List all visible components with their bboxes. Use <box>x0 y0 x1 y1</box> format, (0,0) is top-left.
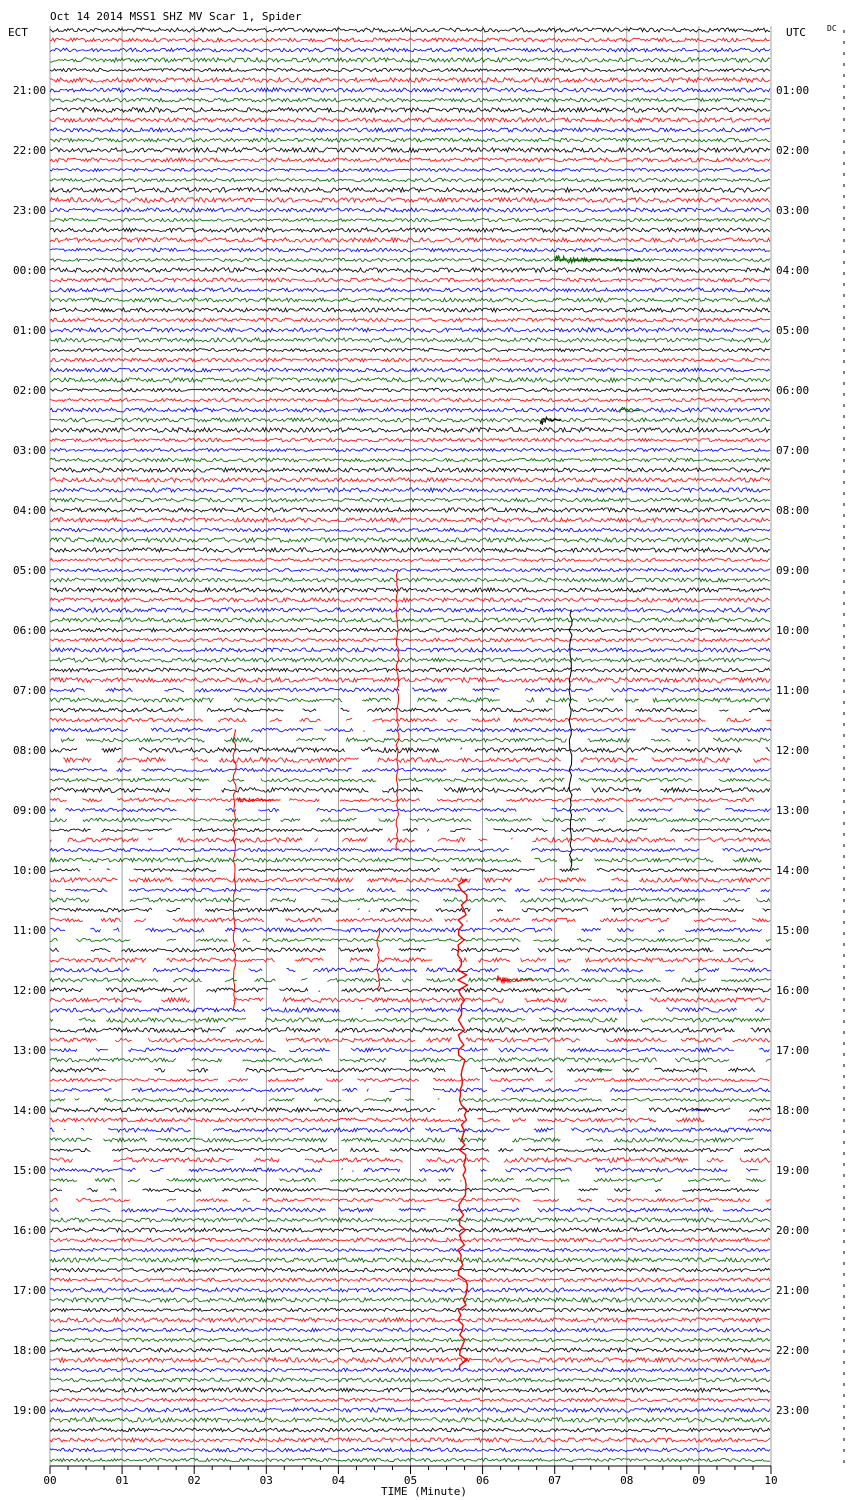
trace-row-0 <box>50 28 770 32</box>
trace-row-119 <box>50 1218 770 1222</box>
trace-row-140 <box>50 1428 770 1432</box>
trace-row-34 <box>50 368 770 372</box>
trace-row-114 <box>50 1168 758 1172</box>
left-hour-label: 23:00 <box>13 204 47 217</box>
trace-row-64 <box>50 668 770 672</box>
trace-row-1 <box>50 38 770 42</box>
trace-row-56 <box>50 588 770 592</box>
x-tick-label: 00 <box>43 1474 57 1487</box>
right-hour-label: 15:00 <box>776 924 810 937</box>
trace-row-137 <box>50 1398 770 1401</box>
trace-row-135 <box>50 1378 770 1382</box>
trace-row-107 <box>50 1098 770 1101</box>
trace-row-93 <box>50 958 770 962</box>
trace-row-90 <box>50 928 762 932</box>
left-hour-label: 09:00 <box>13 804 47 817</box>
trace-row-41 <box>50 438 770 442</box>
trace-row-10 <box>50 128 770 132</box>
trace-row-18 <box>50 208 770 212</box>
trace-row-12 <box>50 148 770 153</box>
x-tick-label: 02 <box>187 1474 201 1487</box>
spike-4 <box>458 880 468 1370</box>
trace-row-42 <box>50 448 770 451</box>
trace-row-51 <box>50 538 770 543</box>
trace-row-16 <box>50 188 770 193</box>
trace-row-130 <box>50 1328 770 1332</box>
left-hour-label: 17:00 <box>13 1284 47 1297</box>
trace-row-27 <box>50 298 770 302</box>
trace-row-38 <box>50 408 770 412</box>
left-hour-label: 12:00 <box>13 984 47 997</box>
right-hour-label: 08:00 <box>776 504 810 517</box>
trace-row-79 <box>50 818 770 822</box>
trace-row-139 <box>50 1418 770 1423</box>
trace-row-83 <box>50 858 761 862</box>
left-hour-label: 07:00 <box>13 684 47 697</box>
right-hour-label: 07:00 <box>776 444 810 457</box>
trace-row-67 <box>50 698 770 702</box>
right-hour-label: 02:00 <box>776 144 810 157</box>
left-hour-label: 02:00 <box>13 384 47 397</box>
trace-row-125 <box>50 1278 770 1282</box>
trace-row-102 <box>50 1048 769 1052</box>
x-axis-title: TIME (Minute) <box>380 1485 468 1498</box>
trace-row-15 <box>50 178 770 182</box>
trace-row-138 <box>50 1408 770 1412</box>
trace-row-24 <box>50 268 770 273</box>
event-4 <box>497 976 533 984</box>
x-tick-label: 01 <box>115 1474 129 1487</box>
trace-row-141 <box>50 1438 770 1442</box>
trace-row-121 <box>50 1238 770 1242</box>
trace-row-112 <box>50 1148 770 1152</box>
trace-row-133 <box>50 1358 770 1363</box>
trace-row-101 <box>50 1038 770 1042</box>
right-hour-label: 23:00 <box>776 1404 810 1417</box>
trace-row-59 <box>50 618 770 622</box>
trace-row-32 <box>50 348 770 351</box>
trace-row-104 <box>50 1068 755 1072</box>
trace-row-46 <box>50 488 770 492</box>
trace-row-23 <box>50 258 770 261</box>
right-hour-label: 16:00 <box>776 984 810 997</box>
trace-row-129 <box>50 1318 770 1322</box>
trace-row-111 <box>50 1138 753 1142</box>
trace-row-35 <box>50 378 770 383</box>
x-tick-label: 09 <box>692 1474 706 1487</box>
trace-row-71 <box>61 738 770 742</box>
trace-row-14 <box>50 168 770 171</box>
right-hour-label: 14:00 <box>776 864 810 877</box>
trace-row-97 <box>50 998 770 1003</box>
trace-row-116 <box>50 1188 759 1191</box>
seismic-events <box>238 256 706 1112</box>
left-hour-label: 13:00 <box>13 1044 47 1057</box>
left-hour-label: 10:00 <box>13 864 47 877</box>
trace-row-3 <box>50 58 770 63</box>
left-hour-label: 18:00 <box>13 1344 47 1357</box>
right-hour-labels <box>776 84 809 1417</box>
trace-row-131 <box>50 1338 770 1342</box>
x-tick-label: 03 <box>259 1474 273 1487</box>
trace-row-9 <box>50 118 770 122</box>
trace-row-65 <box>50 678 770 683</box>
trace-row-134 <box>50 1368 770 1372</box>
spike-2 <box>233 730 236 1010</box>
trace-row-29 <box>50 318 770 322</box>
right-hour-label: 21:00 <box>776 1284 810 1297</box>
left-hour-label: 04:00 <box>13 504 47 517</box>
left-hour-label: 22:00 <box>13 144 47 157</box>
x-tick-label: 10 <box>764 1474 778 1487</box>
trace-row-127 <box>50 1298 770 1302</box>
right-hour-label: 04:00 <box>776 264 810 277</box>
trace-row-86 <box>50 888 770 891</box>
right-axis-header: UTC <box>786 26 806 39</box>
trace-row-11 <box>50 138 770 142</box>
trace-row-49 <box>50 518 770 522</box>
chart-title: Oct 14 2014 MSS1 SHZ MV Scar 1, Spider <box>50 10 302 23</box>
trace-row-52 <box>50 548 770 553</box>
trace-row-2 <box>50 48 770 52</box>
right-hour-label: 10:00 <box>776 624 810 637</box>
x-tick-label: 04 <box>331 1474 346 1487</box>
trace-row-4 <box>50 68 770 71</box>
trace-row-132 <box>50 1348 770 1352</box>
trace-row-39 <box>50 418 770 422</box>
trace-row-68 <box>50 708 770 712</box>
trace-row-143 <box>50 1458 770 1461</box>
right-hour-label: 06:00 <box>776 384 810 397</box>
trace-row-120 <box>50 1228 770 1232</box>
trace-row-43 <box>50 458 770 462</box>
left-hour-label: 14:00 <box>13 1104 47 1117</box>
trace-row-123 <box>50 1258 770 1262</box>
left-axis-header: ECT <box>8 26 28 39</box>
x-tick-label: 05 <box>403 1474 418 1487</box>
trace-row-73 <box>63 758 770 763</box>
trace-row-128 <box>50 1308 770 1311</box>
trace-row-33 <box>50 358 770 362</box>
trace-row-76 <box>50 788 770 793</box>
right-hour-label: 13:00 <box>776 804 810 817</box>
trace-row-20 <box>50 228 770 232</box>
trace-row-54 <box>50 568 770 571</box>
trace-row-21 <box>50 238 770 242</box>
trace-row-30 <box>50 328 770 332</box>
left-hour-label: 06:00 <box>13 624 47 637</box>
trace-row-81 <box>50 838 770 843</box>
trace-row-40 <box>50 428 770 433</box>
x-axis <box>43 1466 777 1487</box>
trace-row-126 <box>50 1288 770 1292</box>
trace-row-115 <box>50 1178 766 1181</box>
trace-row-7 <box>50 98 770 102</box>
trace-row-17 <box>50 198 770 203</box>
left-hour-labels <box>13 84 46 1417</box>
trace-row-142 <box>50 1448 770 1452</box>
left-hour-label: 15:00 <box>13 1164 47 1177</box>
trace-row-44 <box>50 468 770 472</box>
trace-row-77 <box>50 798 754 802</box>
right-hour-label: 19:00 <box>776 1164 810 1177</box>
left-hour-label: 03:00 <box>13 444 47 457</box>
trace-row-72 <box>50 748 770 753</box>
trace-row-6 <box>50 88 770 92</box>
trace-row-75 <box>50 778 770 781</box>
right-hour-label: 05:00 <box>776 324 810 337</box>
left-hour-label: 00:00 <box>13 264 47 277</box>
trace-row-5 <box>50 78 770 83</box>
x-tick-label: 07 <box>548 1474 562 1487</box>
trace-row-50 <box>50 528 770 532</box>
left-hour-label: 01:00 <box>13 324 47 337</box>
event-5 <box>598 1069 612 1072</box>
left-hour-label: 19:00 <box>13 1404 47 1417</box>
trace-row-48 <box>50 508 770 512</box>
trace-row-53 <box>50 558 770 561</box>
x-tick-label: 06 <box>475 1474 490 1487</box>
trace-row-45 <box>50 478 770 482</box>
right-hour-label: 03:00 <box>776 204 810 217</box>
trace-row-105 <box>50 1078 770 1081</box>
right-hour-label: 22:00 <box>776 1344 810 1357</box>
trace-row-22 <box>50 248 770 252</box>
trace-row-28 <box>50 308 770 312</box>
trace-row-61 <box>50 638 770 641</box>
right-hour-label: 12:00 <box>776 744 810 757</box>
dc-corner-label: DC <box>827 24 837 33</box>
trace-row-55 <box>50 578 770 582</box>
trace-row-98 <box>50 1008 764 1012</box>
x-tick-label: 08 <box>620 1474 634 1487</box>
right-hour-label: 11:00 <box>776 684 810 697</box>
trace-row-8 <box>50 108 770 113</box>
trace-row-26 <box>50 288 770 292</box>
trace-row-99 <box>50 1018 770 1022</box>
left-hour-label: 08:00 <box>13 744 47 757</box>
trace-row-124 <box>50 1268 770 1272</box>
right-hour-label: 18:00 <box>776 1104 810 1117</box>
trace-row-136 <box>50 1388 770 1392</box>
right-hour-label: 01:00 <box>776 84 810 97</box>
trace-row-13 <box>50 158 770 162</box>
left-hour-label: 16:00 <box>13 1224 47 1237</box>
trace-row-60 <box>50 628 770 632</box>
trace-row-57 <box>50 598 770 602</box>
right-hour-label: 17:00 <box>776 1044 810 1057</box>
trace-row-47 <box>50 498 770 502</box>
trace-row-58 <box>50 608 770 612</box>
trace-row-87 <box>50 898 770 902</box>
trace-row-37 <box>50 398 770 401</box>
trace-row-19 <box>50 218 770 221</box>
right-hour-label: 20:00 <box>776 1224 810 1237</box>
trace-row-36 <box>50 388 770 392</box>
left-hour-label: 11:00 <box>13 924 47 937</box>
trace-row-25 <box>50 278 770 282</box>
right-hour-label: 09:00 <box>776 564 810 577</box>
trace-row-85 <box>50 878 770 882</box>
trace-row-122 <box>50 1248 770 1251</box>
spike-0 <box>396 570 399 850</box>
trace-row-63 <box>50 658 770 662</box>
trace-row-62 <box>50 648 770 652</box>
left-hour-label: 05:00 <box>13 564 47 577</box>
trace-row-113 <box>50 1158 770 1163</box>
left-hour-label: 21:00 <box>13 84 47 97</box>
trace-row-31 <box>50 338 770 342</box>
